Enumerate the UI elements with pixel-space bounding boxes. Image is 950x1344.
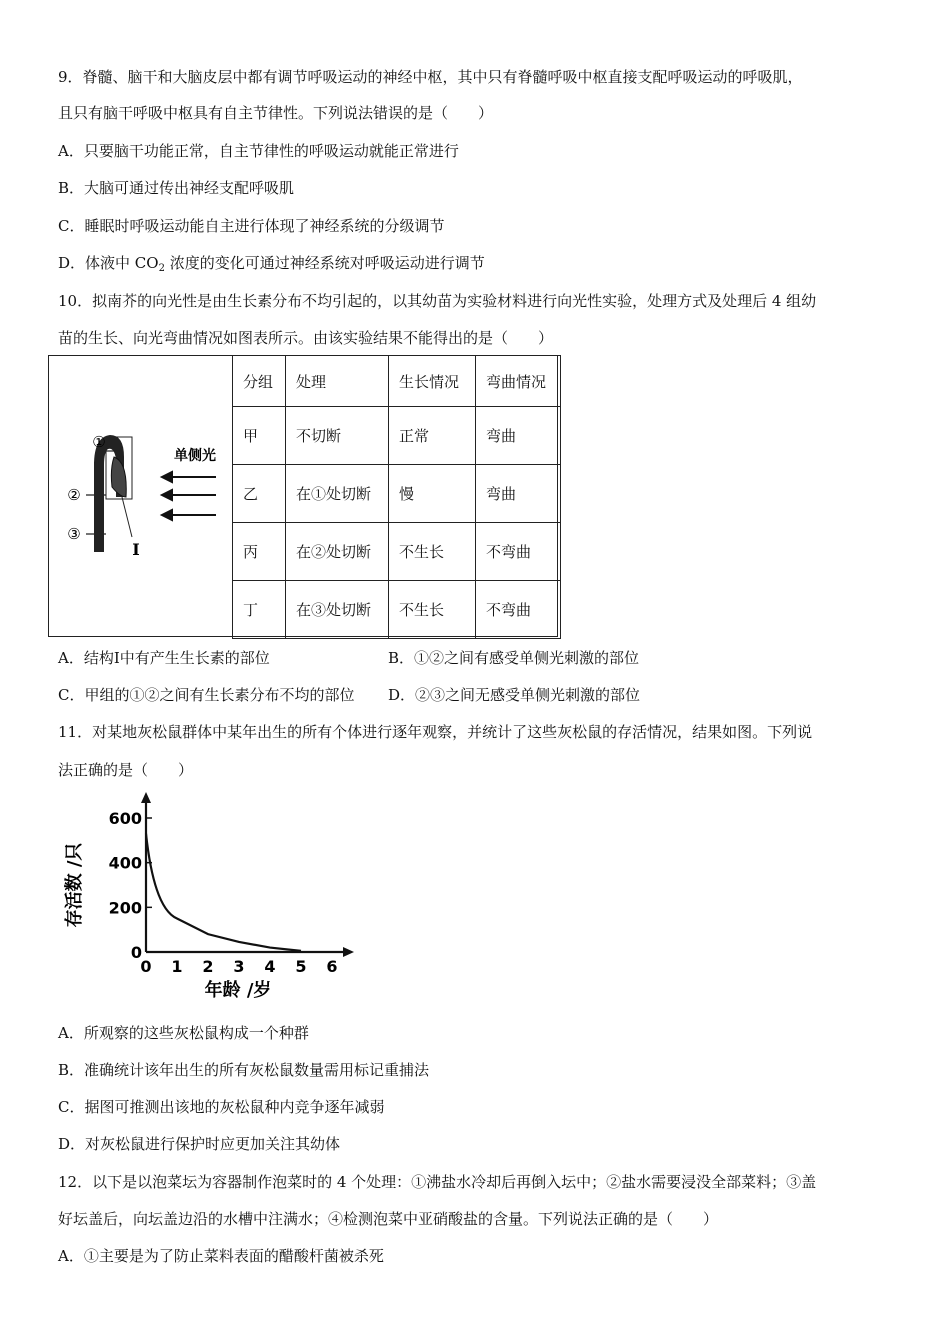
seedling-cotyledons (111, 457, 126, 497)
y-axis-title (63, 843, 85, 928)
x-tick-label: 1 (171, 957, 183, 976)
cell-treatment: 在①处切断 (286, 465, 389, 523)
cell-group: 甲 (233, 407, 286, 465)
y-tick-label: 400 (108, 853, 142, 873)
q10-result-table (232, 355, 561, 639)
light-arrows (162, 472, 216, 520)
cell-group: 乙 (233, 465, 286, 523)
q10-stem-line2: 苗的生长、向光弯曲情况如图表所示。由该实验结果不能得出的是（ ） (58, 329, 554, 347)
structure-i-pointer (122, 497, 132, 537)
header-bending: 弯曲情况 (476, 356, 561, 407)
cell-bending: 弯曲 (476, 407, 561, 465)
q10-option-a: A．结构I中有产生生长素的部位 (58, 649, 270, 667)
x-tick-label: 4 (264, 957, 276, 976)
seedling-figure (50, 357, 232, 635)
q12-stem-line1: 12．以下是以泡菜坛为容器制作泡菜时的 4 个处理：①沸盐水冷却后再倒入坛中；②盐水需要浸没全部菜料；③盖 (58, 1173, 817, 1191)
cell-growth: 正常 (389, 407, 476, 465)
svg-text:存活数 /只: 存活数 /只 (64, 842, 85, 928)
x-tick-label: 5 (295, 957, 307, 976)
q11-option-c: C．据图可推测出该地的灰松鼠种内竞争逐年减弱 (58, 1098, 385, 1116)
cell-growth: 不生长 (389, 523, 476, 581)
x-tick-label: 0 (140, 957, 152, 976)
survival-chart (58, 790, 368, 1005)
cell-group: 丁 (233, 581, 286, 639)
q10-option-c: C．甲组的①②之间有生长素分布不均的部位 (58, 686, 355, 704)
x-axis-arrow (343, 947, 354, 957)
q9-stem-line1: 9．脊髓、脑干和大脑皮层中都有调节呼吸运动的神经中枢，其中只有脊髓呼吸中枢直接支配呼吸运动的呼吸肌， (58, 68, 803, 86)
x-tick-label: 2 (202, 957, 214, 976)
cell-bending: 不弯曲 (476, 523, 561, 581)
q10-option-d: D．②③之间无感受单侧光刺激的部位 (388, 686, 641, 704)
seedling-stem (94, 462, 104, 552)
cell-treatment: 在②处切断 (286, 523, 389, 581)
x-tick-label: 6 (326, 957, 338, 976)
table-row (233, 465, 561, 523)
cell-treatment: 在③处切断 (286, 581, 389, 639)
x-tick-label: 3 (233, 957, 245, 976)
cell-treatment: 不切断 (286, 407, 389, 465)
table-row (233, 523, 561, 581)
structure-i-label: I (132, 540, 140, 559)
q9-option-b: B．大脑可通过传出神经支配呼吸肌 (58, 179, 295, 197)
q12-option-a: A．①主要是为了防止菜料表面的醋酸杆菌被杀死 (58, 1247, 384, 1265)
q10-option-b: B．①②之间有感受单侧光刺激的部位 (388, 649, 640, 667)
q11-stem-line2: 法正确的是（ ） (58, 761, 194, 779)
y-tick-label: 200 (108, 898, 142, 918)
cell-growth: 不生长 (389, 581, 476, 639)
q11-option-d: D．对灰松鼠进行保护时应更加关注其幼体 (58, 1135, 341, 1153)
y-tick-label: 0 (130, 943, 142, 962)
y-axis-arrow (141, 792, 151, 803)
light-label: 单侧光 (174, 448, 216, 464)
q12-stem-line2: 好坛盖后，向坛盖边沿的水槽中注满水；④检测泡菜中亚硝酸盐的含量。下列说法正确的是（ ） (58, 1210, 719, 1228)
header-treatment: 处理 (286, 356, 389, 407)
q9-option-a: A．只要脑干功能正常，自主节律性的呼吸运动就能正常进行 (58, 142, 459, 160)
mark-2: ② (67, 486, 81, 504)
mark-3: ③ (67, 525, 81, 543)
mark-1: ① (92, 433, 106, 451)
cell-growth: 慢 (389, 465, 476, 523)
table-row (233, 581, 561, 639)
y-tick-label: 600 (108, 809, 142, 828)
header-group: 分组 (233, 356, 286, 407)
header-growth: 生长情况 (389, 356, 476, 407)
q11-stem-line1: 11．对某地灰松鼠群体中某年出生的所有个体进行逐年观察，并统计了这些灰松鼠的存活情况，结果如图。下列说 (58, 723, 813, 741)
q11-option-b: B．准确统计该年出生的所有灰松鼠数量需用标记重捕法 (58, 1061, 430, 1079)
q10-stem-line1: 10．拟南芥的向光性是由生长素分布不均引起的，以其幼苗为实验材料进行向光性实验，处理方式及处理后 4 组幼 (58, 292, 817, 310)
q9-option-c: C．睡眠时呼吸运动能自主进行体现了神经系统的分级调节 (58, 217, 445, 235)
table-row (233, 407, 561, 465)
q9-option-d: D．体液中 $CO_2$ 浓度的变化可通过神经系统对呼吸运动进行调节 (58, 254, 485, 274)
table-header-row (233, 356, 561, 407)
cell-bending: 弯曲 (476, 465, 561, 523)
survival-curve (146, 834, 301, 951)
cell-bending: 不弯曲 (476, 581, 561, 639)
q11-option-a: A．所观察的这些灰松鼠构成一个种群 (58, 1024, 309, 1042)
q9-stem-line2: 且只有脑干呼吸中枢具有自主节律性。下列说法错误的是（ ） (58, 104, 494, 122)
cell-group: 丙 (233, 523, 286, 581)
x-axis-title: 年龄 /岁 (204, 980, 272, 1001)
